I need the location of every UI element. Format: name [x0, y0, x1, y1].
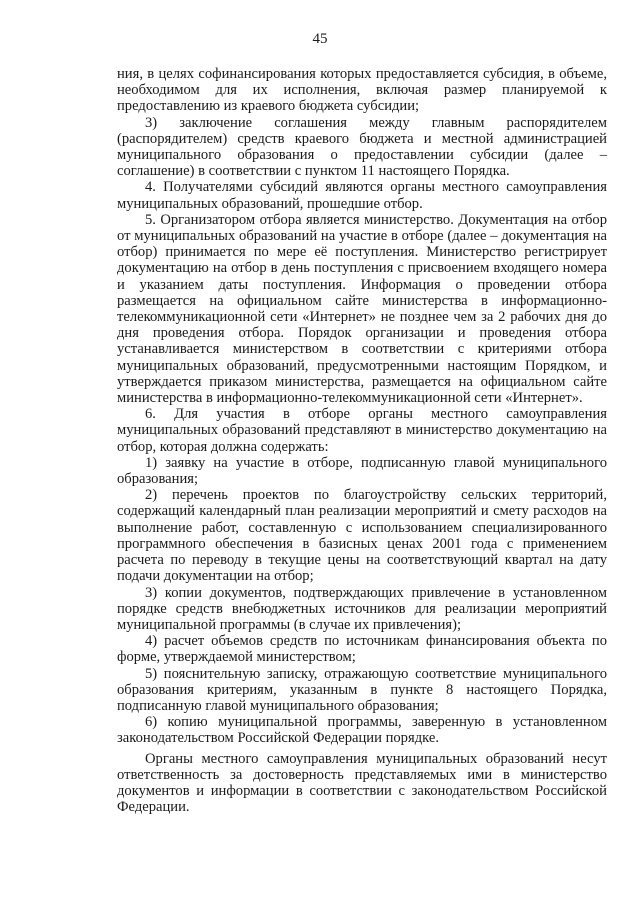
list-item-6: 6) копию муниципальной программы, заверенную в установленном законодательством Российской Федерации порядке. [117, 714, 607, 747]
page-number: 45 [312, 31, 328, 47]
list-item-5: 5) пояснительную записку, отражающую соответствие муниципального образования критериям, указанным в пункте 8 настоящего Порядка, подписанную главой муниципального образования; [117, 665, 607, 714]
document-body [117, 66, 607, 815]
paragraph-section-6: 6. Для участия в отборе органы местного самоуправления муниципальных образований представляют в министерство документацию на отбор, которая должна содержать: [117, 406, 607, 455]
paragraph-continuation: ния, в целях софинансирования которых предоставляется субсидия, в объеме, необходимом для их исполнения, включая размер планируемой к предоставлению из краевого бюджета субсидии; [117, 66, 607, 115]
list-item-4: 4) расчет объемов средств по источникам финансирования объекта по форме, утверждаемой министерством; [117, 633, 607, 666]
list-item-3: 3) копии документов, подтверждающих привлечение в установленном порядке средств внебюджетных источников для реализации мероприятий муниципальной программы (в случае их привлечения); [117, 584, 607, 633]
list-item-2: 2) перечень проектов по благоустройству сельских территорий, содержащий календарный план реализации мероприятий и смету расходов на выполнение работ, составленную с использованием специализированного программного обеспечения в базисных ценах 2001 года с применением расчета по переводу в текущие цены на соответствующий квартал на дату подачи документации на отбор; [117, 487, 607, 585]
paragraph-responsibility: Органы местного самоуправления муниципальных образований несут ответственность за достоверность представляемых ими в министерство документов и информации в соответствии с законодательством Российской Федерации. [117, 750, 607, 816]
list-item-1: 1) заявку на участие в отборе, подписанную главой муниципального образования; [117, 454, 607, 488]
paragraph-item-3: 3) заключение соглашения между главным распорядителем (распорядителем) средств краевого бюджета и местной администрацией муниципального образования о предоставлении субсидии (далее – соглашение) в соответствии с пунктом 11 настоящего Порядка. [117, 114, 607, 180]
paragraph-section-5: 5. Организатором отбора является министерство. Документация на отбор от муниципальных образований на участие в отборе (далее – документация на отбор) принимается по мере её поступления. Министерство регистрирует документацию на отбор в день поступления с присвоением входящего номера и указанием даты поступления. Информация о проведении отбора размещается на официальном сайте министерства в информационно-телекоммуникационной сети «Интернет» не позднее чем за 2 рабочих дня до дня проведения отбора. Порядок организации и проведения отбора устанавливается министерством в соответствии с критериями отбора муниципальных образований, предусмотренными настоящим Порядком, и утверждается приказом министерства, размещается на официальном сайте министерства в информационно-телекоммуникационной сети «Интернет». [117, 211, 607, 407]
paragraph-section-4: 4. Получателями субсидий являются органы местного самоуправления муниципальных образований, прошедшие отбор. [117, 179, 607, 212]
